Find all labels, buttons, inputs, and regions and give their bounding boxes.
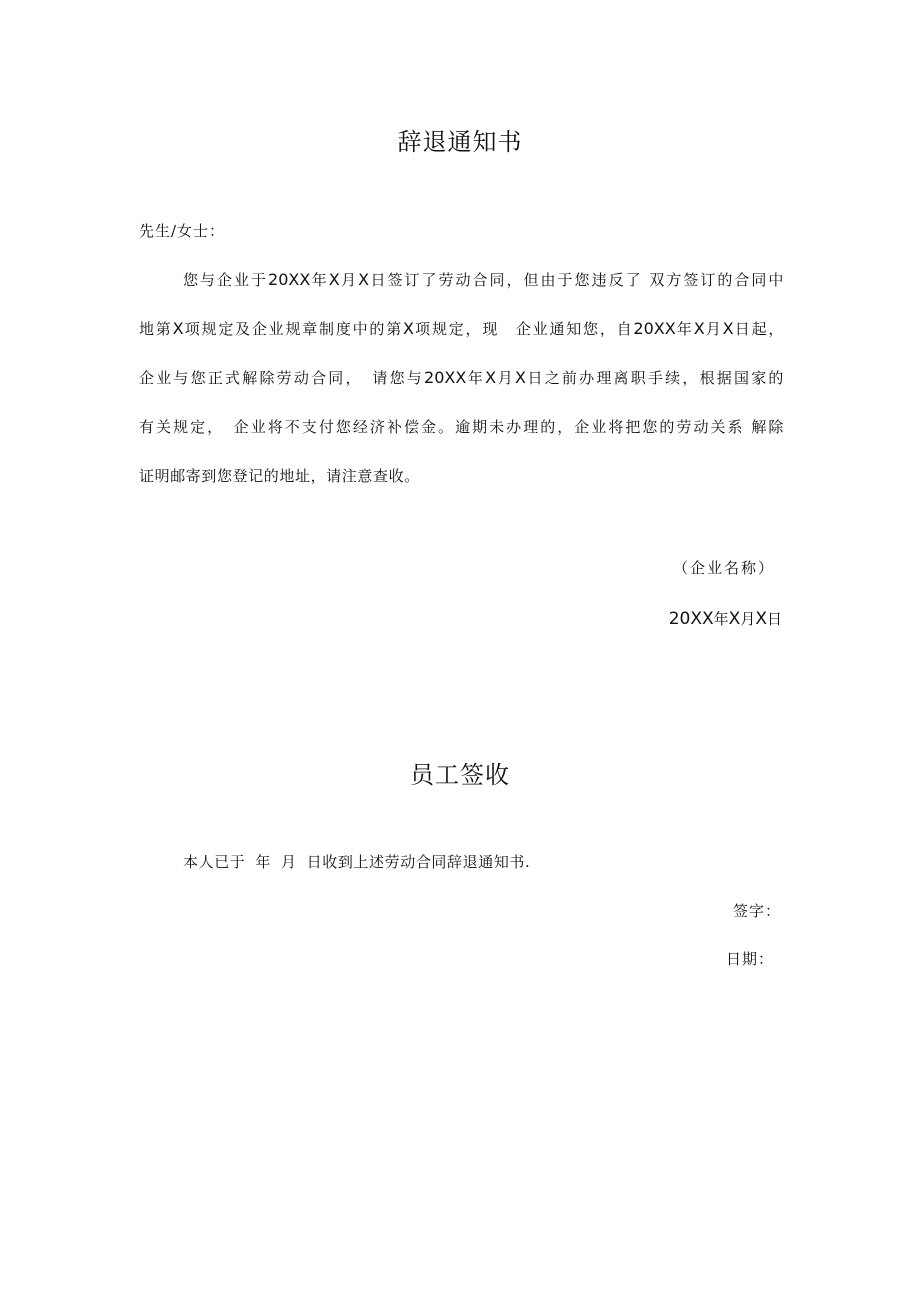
salutation: 先生/女士： [139,222,226,240]
body-line-3: 企业与您正式解除劳动合同， 请您与20XX年X月X日之前办理离职手续，根据国家的 [139,368,785,387]
body-line-4: 有关规定， 企业将不支付您经济补偿金。逾期未办理的，企业将把您的劳动关系 解除 [139,418,784,436]
body-line-1: 您与企业于20XX年X月X日签订了劳动合同，但由于您违反了 双方签订的合同中 [183,270,784,289]
receipt-title: 员工签收 [410,761,510,789]
company-name: （企业名称） [672,559,775,577]
notice-body [139,266,784,511]
notice-date: 20XX年X月X日 [668,609,782,629]
date-label: 日期： [725,950,774,968]
notice-title: 辞退通知书 [397,128,523,156]
receipt-statement: 本人已于 年 月 日收到上述劳动合同辞退通知书. [183,853,531,871]
signature-label: 签字： [732,902,781,920]
body-line-5: 证明邮寄到您登记的地址，请注意查收。 [139,467,420,485]
body-line-2: 地第X项规定及企业规章制度中的第X项规定，现 企业通知您，自20XX年X月X日起， [139,319,784,338]
